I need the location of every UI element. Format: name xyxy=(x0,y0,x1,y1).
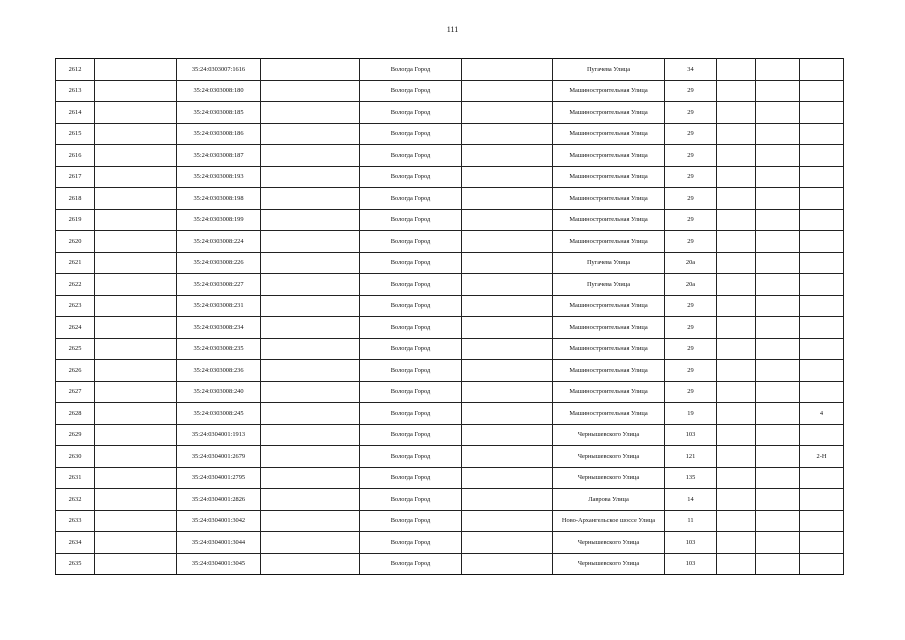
empty-cell xyxy=(717,166,756,188)
table-row xyxy=(56,123,844,145)
table-row xyxy=(56,338,844,360)
cadastral-number-cell: 35:24:0303007:1616 xyxy=(177,59,261,81)
empty-cell xyxy=(462,338,553,360)
empty-cell xyxy=(462,123,553,145)
empty-cell xyxy=(261,209,360,231)
house-number-cell: 19 xyxy=(665,403,717,425)
table-row xyxy=(56,532,844,554)
empty-cell xyxy=(717,424,756,446)
table-row xyxy=(56,231,844,253)
empty-cell xyxy=(756,102,800,124)
table-row xyxy=(56,145,844,167)
row-number-cell: 2622 xyxy=(56,274,95,296)
premises-number-cell xyxy=(800,360,844,382)
street-cell: Чернышевского Улица xyxy=(553,553,665,575)
city-cell: Вологда Город xyxy=(360,123,462,145)
table-row xyxy=(56,553,844,575)
empty-cell xyxy=(717,446,756,468)
street-cell: Чернышевского Улица xyxy=(553,446,665,468)
city-cell: Вологда Город xyxy=(360,489,462,511)
empty-cell xyxy=(95,188,177,210)
empty-cell xyxy=(756,59,800,81)
empty-cell xyxy=(462,510,553,532)
empty-cell xyxy=(95,403,177,425)
city-cell: Вологда Город xyxy=(360,553,462,575)
empty-cell xyxy=(462,295,553,317)
street-cell: Машиностроительная Улица xyxy=(553,231,665,253)
house-number-cell: 29 xyxy=(665,166,717,188)
premises-number-cell xyxy=(800,510,844,532)
premises-number-cell xyxy=(800,274,844,296)
city-cell: Вологда Город xyxy=(360,381,462,403)
row-number-cell: 2620 xyxy=(56,231,95,253)
empty-cell xyxy=(462,102,553,124)
house-number-cell: 29 xyxy=(665,295,717,317)
empty-cell xyxy=(261,553,360,575)
empty-cell xyxy=(261,295,360,317)
city-cell: Вологда Город xyxy=(360,145,462,167)
street-cell: Машиностроительная Улица xyxy=(553,317,665,339)
empty-cell xyxy=(261,510,360,532)
row-number-cell: 2614 xyxy=(56,102,95,124)
empty-cell xyxy=(717,381,756,403)
empty-cell xyxy=(261,274,360,296)
cadastral-number-cell: 35:24:0303008:180 xyxy=(177,80,261,102)
city-cell: Вологда Город xyxy=(360,80,462,102)
premises-number-cell xyxy=(800,338,844,360)
empty-cell xyxy=(462,80,553,102)
row-number-cell: 2632 xyxy=(56,489,95,511)
empty-cell xyxy=(756,231,800,253)
row-number-cell: 2635 xyxy=(56,553,95,575)
registry-table xyxy=(55,58,844,575)
row-number-cell: 2624 xyxy=(56,317,95,339)
premises-number-cell xyxy=(800,295,844,317)
empty-cell xyxy=(261,360,360,382)
city-cell: Вологда Город xyxy=(360,403,462,425)
table-row xyxy=(56,166,844,188)
table-row xyxy=(56,80,844,102)
row-number-cell: 2630 xyxy=(56,446,95,468)
street-cell: Машиностроительная Улица xyxy=(553,166,665,188)
empty-cell xyxy=(717,80,756,102)
city-cell: Вологда Город xyxy=(360,209,462,231)
empty-cell xyxy=(462,489,553,511)
row-number-cell: 2612 xyxy=(56,59,95,81)
table-row xyxy=(56,59,844,81)
empty-cell xyxy=(261,145,360,167)
street-cell: Пугачева Улица xyxy=(553,252,665,274)
street-cell: Машиностроительная Улица xyxy=(553,102,665,124)
house-number-cell: 121 xyxy=(665,446,717,468)
premises-number-cell xyxy=(800,145,844,167)
empty-cell xyxy=(261,80,360,102)
empty-cell xyxy=(462,424,553,446)
table-row xyxy=(56,317,844,339)
empty-cell xyxy=(756,360,800,382)
row-number-cell: 2618 xyxy=(56,188,95,210)
cadastral-number-cell: 35:24:0303008:185 xyxy=(177,102,261,124)
empty-cell xyxy=(717,360,756,382)
registry-body xyxy=(56,59,844,575)
cadastral-number-cell: 35:24:0303008:226 xyxy=(177,252,261,274)
empty-cell xyxy=(95,532,177,554)
cadastral-number-cell: 35:24:0303008:198 xyxy=(177,188,261,210)
empty-cell xyxy=(462,252,553,274)
empty-cell xyxy=(261,317,360,339)
empty-cell xyxy=(462,145,553,167)
cadastral-number-cell: 35:24:0304001:1913 xyxy=(177,424,261,446)
premises-number-cell: 4 xyxy=(800,403,844,425)
empty-cell xyxy=(95,274,177,296)
table-row xyxy=(56,489,844,511)
premises-number-cell xyxy=(800,209,844,231)
street-cell: Машиностроительная Улица xyxy=(553,80,665,102)
row-number-cell: 2625 xyxy=(56,338,95,360)
empty-cell xyxy=(95,80,177,102)
empty-cell xyxy=(717,188,756,210)
street-cell: Машиностроительная Улица xyxy=(553,209,665,231)
cadastral-number-cell: 35:24:0304001:2679 xyxy=(177,446,261,468)
city-cell: Вологда Город xyxy=(360,532,462,554)
premises-number-cell xyxy=(800,231,844,253)
row-number-cell: 2627 xyxy=(56,381,95,403)
empty-cell xyxy=(756,489,800,511)
cadastral-number-cell: 35:24:0303008:224 xyxy=(177,231,261,253)
house-number-cell: 135 xyxy=(665,467,717,489)
empty-cell xyxy=(261,381,360,403)
house-number-cell: 103 xyxy=(665,553,717,575)
street-cell: Машиностроительная Улица xyxy=(553,403,665,425)
empty-cell xyxy=(95,381,177,403)
row-number-cell: 2617 xyxy=(56,166,95,188)
city-cell: Вологда Город xyxy=(360,59,462,81)
empty-cell xyxy=(261,123,360,145)
cadastral-number-cell: 35:24:0304001:3045 xyxy=(177,553,261,575)
house-number-cell: 103 xyxy=(665,424,717,446)
city-cell: Вологда Город xyxy=(360,166,462,188)
empty-cell xyxy=(717,231,756,253)
cadastral-number-cell: 35:24:0304001:3042 xyxy=(177,510,261,532)
city-cell: Вологда Город xyxy=(360,252,462,274)
city-cell: Вологда Город xyxy=(360,317,462,339)
empty-cell xyxy=(462,553,553,575)
street-cell: Чернышевского Улица xyxy=(553,467,665,489)
city-cell: Вологда Город xyxy=(360,510,462,532)
table-row xyxy=(56,252,844,274)
empty-cell xyxy=(717,295,756,317)
street-cell: Машиностроительная Улица xyxy=(553,145,665,167)
empty-cell xyxy=(462,59,553,81)
cadastral-number-cell: 35:24:0303008:186 xyxy=(177,123,261,145)
premises-number-cell xyxy=(800,166,844,188)
row-number-cell: 2634 xyxy=(56,532,95,554)
table-row xyxy=(56,295,844,317)
empty-cell xyxy=(717,510,756,532)
street-cell: Машиностроительная Улица xyxy=(553,360,665,382)
street-cell: Машиностроительная Улица xyxy=(553,188,665,210)
city-cell: Вологда Город xyxy=(360,467,462,489)
street-cell: Чернышевского Улица xyxy=(553,424,665,446)
empty-cell xyxy=(95,145,177,167)
empty-cell xyxy=(462,446,553,468)
empty-cell xyxy=(95,446,177,468)
empty-cell xyxy=(756,209,800,231)
house-number-cell: 29 xyxy=(665,145,717,167)
empty-cell xyxy=(717,59,756,81)
empty-cell xyxy=(756,381,800,403)
cadastral-number-cell: 35:24:0303008:231 xyxy=(177,295,261,317)
house-number-cell: 20а xyxy=(665,274,717,296)
empty-cell xyxy=(717,532,756,554)
row-number-cell: 2621 xyxy=(56,252,95,274)
empty-cell xyxy=(261,59,360,81)
empty-cell xyxy=(261,252,360,274)
cadastral-number-cell: 35:24:0303008:199 xyxy=(177,209,261,231)
cadastral-number-cell: 35:24:0303008:227 xyxy=(177,274,261,296)
row-number-cell: 2628 xyxy=(56,403,95,425)
empty-cell xyxy=(95,252,177,274)
empty-cell xyxy=(756,80,800,102)
empty-cell xyxy=(95,317,177,339)
premises-number-cell xyxy=(800,553,844,575)
city-cell: Вологда Город xyxy=(360,274,462,296)
house-number-cell: 29 xyxy=(665,338,717,360)
house-number-cell: 29 xyxy=(665,123,717,145)
city-cell: Вологда Город xyxy=(360,295,462,317)
empty-cell xyxy=(95,424,177,446)
empty-cell xyxy=(756,166,800,188)
empty-cell xyxy=(717,467,756,489)
premises-number-cell xyxy=(800,381,844,403)
house-number-cell: 29 xyxy=(665,360,717,382)
city-cell: Вологда Город xyxy=(360,188,462,210)
empty-cell xyxy=(462,360,553,382)
cadastral-number-cell: 35:24:0303008:245 xyxy=(177,403,261,425)
empty-cell xyxy=(756,424,800,446)
empty-cell xyxy=(462,209,553,231)
empty-cell xyxy=(261,338,360,360)
house-number-cell: 29 xyxy=(665,231,717,253)
city-cell: Вологда Город xyxy=(360,424,462,446)
premises-number-cell xyxy=(800,123,844,145)
cadastral-number-cell: 35:24:0304001:3044 xyxy=(177,532,261,554)
table-row xyxy=(56,274,844,296)
empty-cell xyxy=(95,59,177,81)
cadastral-number-cell: 35:24:0304001:2826 xyxy=(177,489,261,511)
empty-cell xyxy=(756,252,800,274)
street-cell: Ново-Архангельское шоссе Улица xyxy=(553,510,665,532)
cadastral-number-cell: 35:24:0303008:193 xyxy=(177,166,261,188)
empty-cell xyxy=(95,360,177,382)
empty-cell xyxy=(462,231,553,253)
row-number-cell: 2616 xyxy=(56,145,95,167)
empty-cell xyxy=(717,403,756,425)
empty-cell xyxy=(717,274,756,296)
table-row xyxy=(56,188,844,210)
empty-cell xyxy=(756,467,800,489)
empty-cell xyxy=(95,338,177,360)
empty-cell xyxy=(717,252,756,274)
empty-cell xyxy=(756,317,800,339)
house-number-cell: 14 xyxy=(665,489,717,511)
premises-number-cell: 2-Н xyxy=(800,446,844,468)
premises-number-cell xyxy=(800,424,844,446)
city-cell: Вологда Город xyxy=(360,231,462,253)
empty-cell xyxy=(95,510,177,532)
row-number-cell: 2623 xyxy=(56,295,95,317)
empty-cell xyxy=(261,166,360,188)
premises-number-cell xyxy=(800,467,844,489)
row-number-cell: 2629 xyxy=(56,424,95,446)
premises-number-cell xyxy=(800,80,844,102)
table-row xyxy=(56,381,844,403)
cadastral-number-cell: 35:24:0303008:240 xyxy=(177,381,261,403)
premises-number-cell xyxy=(800,532,844,554)
empty-cell xyxy=(462,381,553,403)
empty-cell xyxy=(717,338,756,360)
street-cell: Машиностроительная Улица xyxy=(553,123,665,145)
empty-cell xyxy=(717,553,756,575)
row-number-cell: 2615 xyxy=(56,123,95,145)
house-number-cell: 29 xyxy=(665,188,717,210)
table-row xyxy=(56,424,844,446)
table-row xyxy=(56,510,844,532)
empty-cell xyxy=(261,102,360,124)
table-row xyxy=(56,403,844,425)
empty-cell xyxy=(95,209,177,231)
empty-cell xyxy=(462,317,553,339)
empty-cell xyxy=(756,295,800,317)
empty-cell xyxy=(95,231,177,253)
empty-cell xyxy=(717,489,756,511)
empty-cell xyxy=(717,123,756,145)
empty-cell xyxy=(95,553,177,575)
empty-cell xyxy=(756,532,800,554)
empty-cell xyxy=(462,274,553,296)
empty-cell xyxy=(95,102,177,124)
empty-cell xyxy=(462,467,553,489)
cadastral-number-cell: 35:24:0304001:2795 xyxy=(177,467,261,489)
empty-cell xyxy=(261,424,360,446)
premises-number-cell xyxy=(800,489,844,511)
empty-cell xyxy=(95,123,177,145)
empty-cell xyxy=(717,209,756,231)
table-row xyxy=(56,446,844,468)
house-number-cell: 103 xyxy=(665,532,717,554)
table-row xyxy=(56,102,844,124)
empty-cell xyxy=(261,489,360,511)
empty-cell xyxy=(756,553,800,575)
house-number-cell: 34 xyxy=(665,59,717,81)
street-cell: Лаврова Улица xyxy=(553,489,665,511)
table-row xyxy=(56,467,844,489)
empty-cell xyxy=(717,317,756,339)
empty-cell xyxy=(261,446,360,468)
premises-number-cell xyxy=(800,59,844,81)
empty-cell xyxy=(95,295,177,317)
premises-number-cell xyxy=(800,317,844,339)
empty-cell xyxy=(261,532,360,554)
row-number-cell: 2633 xyxy=(56,510,95,532)
house-number-cell: 29 xyxy=(665,317,717,339)
cadastral-number-cell: 35:24:0303008:235 xyxy=(177,338,261,360)
row-number-cell: 2631 xyxy=(56,467,95,489)
row-number-cell: 2626 xyxy=(56,360,95,382)
empty-cell xyxy=(261,231,360,253)
row-number-cell: 2613 xyxy=(56,80,95,102)
empty-cell xyxy=(756,446,800,468)
house-number-cell: 29 xyxy=(665,102,717,124)
street-cell: Машиностроительная Улица xyxy=(553,338,665,360)
street-cell: Машиностроительная Улица xyxy=(553,381,665,403)
empty-cell xyxy=(756,510,800,532)
empty-cell xyxy=(95,489,177,511)
empty-cell xyxy=(462,532,553,554)
empty-cell xyxy=(462,188,553,210)
empty-cell xyxy=(717,145,756,167)
house-number-cell: 29 xyxy=(665,381,717,403)
empty-cell xyxy=(756,274,800,296)
empty-cell xyxy=(261,403,360,425)
street-cell: Машиностроительная Улица xyxy=(553,295,665,317)
street-cell: Чернышевского Улица xyxy=(553,532,665,554)
premises-number-cell xyxy=(800,252,844,274)
empty-cell xyxy=(756,188,800,210)
house-number-cell: 20а xyxy=(665,252,717,274)
empty-cell xyxy=(756,338,800,360)
page-number: 111 xyxy=(446,25,459,34)
empty-cell xyxy=(717,102,756,124)
city-cell: Вологда Город xyxy=(360,446,462,468)
house-number-cell: 29 xyxy=(665,209,717,231)
empty-cell xyxy=(756,145,800,167)
row-number-cell: 2619 xyxy=(56,209,95,231)
street-cell: Пугачева Улица xyxy=(553,59,665,81)
cadastral-number-cell: 35:24:0303008:187 xyxy=(177,145,261,167)
empty-cell xyxy=(261,188,360,210)
empty-cell xyxy=(756,403,800,425)
premises-number-cell xyxy=(800,188,844,210)
city-cell: Вологда Город xyxy=(360,338,462,360)
premises-number-cell xyxy=(800,102,844,124)
city-cell: Вологда Город xyxy=(360,102,462,124)
empty-cell xyxy=(95,166,177,188)
cadastral-number-cell: 35:24:0303008:236 xyxy=(177,360,261,382)
empty-cell xyxy=(462,403,553,425)
house-number-cell: 29 xyxy=(665,80,717,102)
table-row xyxy=(56,360,844,382)
house-number-cell: 11 xyxy=(665,510,717,532)
empty-cell xyxy=(95,467,177,489)
table-row xyxy=(56,209,844,231)
street-cell: Пугачева Улица xyxy=(553,274,665,296)
empty-cell xyxy=(462,166,553,188)
empty-cell xyxy=(756,123,800,145)
city-cell: Вологда Город xyxy=(360,360,462,382)
empty-cell xyxy=(261,467,360,489)
cadastral-number-cell: 35:24:0303008:234 xyxy=(177,317,261,339)
